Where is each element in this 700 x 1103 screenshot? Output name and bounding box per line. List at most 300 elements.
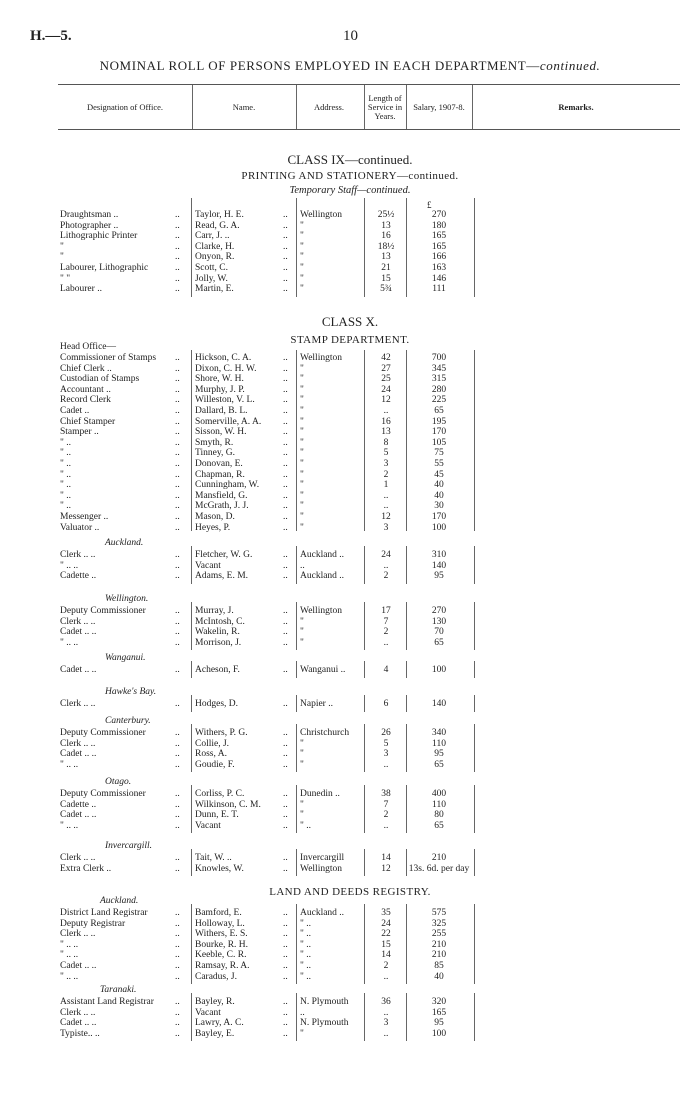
length-cell: 36	[381, 997, 391, 1007]
address-cell: "	[300, 374, 304, 385]
designation-cell: Messenger ..	[60, 512, 109, 522]
designation-cell: Clerk .. ..	[60, 550, 96, 560]
leader-dots: ..	[283, 459, 288, 469]
leader-dots: ..	[283, 939, 288, 950]
table-row	[0, 480, 700, 490]
leader-dots: ..	[175, 606, 180, 616]
column-rule	[191, 904, 192, 984]
name-cell: Holloway, L.	[195, 918, 245, 929]
leader-dots: ..	[283, 810, 288, 821]
column-rule	[364, 661, 365, 678]
name-cell: Collie, J.	[195, 738, 230, 749]
table-row	[0, 638, 700, 648]
table-row	[0, 972, 700, 982]
salary-cell: 65	[434, 820, 444, 831]
address-cell: "	[300, 252, 304, 263]
length-cell: 14	[381, 950, 391, 961]
designation-cell: Clerk .. ..	[60, 1007, 96, 1018]
designation-cell: Typiste.. ..	[60, 1028, 100, 1039]
name-cell: Withers, E. S.	[195, 929, 248, 940]
leader-dots: ..	[283, 863, 288, 874]
length-cell: 3	[383, 522, 389, 533]
salary-cell: 110	[432, 799, 446, 810]
designation-cell: Cadet .. ..	[60, 665, 97, 675]
leader-dots: ..	[175, 384, 180, 395]
designation-cell: Commissioner of Stamps	[60, 353, 157, 363]
address-cell: Auckland ..	[300, 571, 345, 582]
name-cell: Murphy, J. P.	[195, 384, 245, 395]
column-rule	[191, 661, 192, 678]
group-heading: Hawke's Bay.	[105, 687, 157, 697]
table-row	[0, 231, 700, 241]
table-row	[0, 1029, 700, 1039]
length-cell: 38	[381, 789, 391, 799]
leader-dots: ..	[283, 749, 288, 760]
salary-cell: 325	[431, 918, 447, 929]
length-cell: ..	[383, 971, 389, 982]
leader-dots: ..	[283, 241, 288, 252]
address-cell: Auckland ..	[300, 550, 345, 560]
table-row	[0, 749, 700, 759]
table-row	[0, 221, 700, 231]
leader-dots: ..	[283, 1018, 288, 1029]
address-cell: "	[300, 627, 304, 638]
length-cell: ..	[383, 1028, 389, 1039]
leader-dots: ..	[283, 448, 288, 459]
leader-dots: ..	[283, 231, 288, 242]
length-cell: 24	[381, 918, 391, 929]
salary-cell: 163	[431, 263, 447, 273]
designation-cell: Record Clerk	[60, 395, 111, 406]
column-rule	[364, 724, 365, 772]
leader-dots: ..	[283, 997, 288, 1007]
group-heading: Invercargill.	[105, 841, 153, 851]
leader-dots: ..	[175, 210, 180, 220]
address-cell: ..	[300, 1007, 305, 1018]
name-cell: Heyes, P.	[195, 522, 231, 533]
leader-dots: ..	[283, 427, 288, 438]
leader-dots: ..	[283, 820, 288, 831]
length-cell: 24	[381, 550, 391, 560]
leader-dots: ..	[283, 929, 288, 940]
name-cell: Bayley, E.	[195, 1028, 235, 1039]
address-cell: Dunedin ..	[300, 789, 340, 799]
designation-cell: " ..	[60, 490, 72, 501]
address-cell: "	[300, 469, 304, 480]
table-row	[0, 491, 700, 501]
length-cell: ..	[383, 1007, 389, 1018]
address-cell: Napier ..	[300, 699, 333, 709]
leader-dots: ..	[175, 1018, 180, 1029]
address-cell: "	[300, 522, 304, 533]
name-cell: Knowles, W.	[195, 863, 244, 874]
leader-dots: ..	[283, 971, 288, 982]
length-cell: 42	[381, 353, 391, 363]
leader-dots: ..	[175, 571, 180, 582]
table-row	[0, 242, 700, 252]
name-cell: Taylor, H. E.	[195, 210, 244, 220]
leader-dots: ..	[175, 416, 180, 427]
address-cell: "	[300, 459, 304, 469]
length-cell: 16	[381, 231, 391, 242]
salary-cell: 195	[431, 416, 447, 427]
leader-dots: ..	[175, 789, 180, 799]
name-cell: Tait, W. ..	[195, 853, 232, 863]
name-cell: Ross, A.	[195, 749, 227, 760]
leader-dots: ..	[175, 820, 180, 831]
length-cell: 1	[383, 480, 389, 491]
length-cell: 14	[381, 853, 391, 863]
leader-dots: ..	[175, 699, 180, 709]
leader-dots: ..	[175, 374, 180, 385]
length-cell: 2	[383, 810, 389, 821]
leader-dots: ..	[175, 810, 180, 821]
name-cell: Willeston, V. L.	[195, 395, 255, 406]
leader-dots: ..	[283, 501, 288, 512]
designation-cell: Clerk .. ..	[60, 616, 96, 627]
leader-dots: ..	[283, 961, 288, 971]
leader-dots: ..	[283, 627, 288, 638]
section-class-heading: CLASS IX—continued.	[287, 152, 413, 167]
leader-dots: ..	[175, 263, 180, 273]
length-cell: 26	[381, 728, 391, 738]
table-row	[0, 561, 700, 571]
table-row	[0, 427, 700, 437]
column-rule	[296, 198, 297, 297]
table-row	[0, 789, 700, 799]
address-cell: "	[300, 263, 304, 273]
designation-cell: Labourer, Lithographic	[60, 263, 149, 273]
table-row	[0, 627, 700, 637]
salary-cell: 310	[431, 550, 447, 560]
leader-dots: ..	[283, 220, 288, 231]
table-row	[0, 929, 700, 939]
column-rule	[474, 661, 475, 678]
leader-dots: ..	[283, 374, 288, 385]
leader-dots: ..	[283, 416, 288, 427]
leader-dots: ..	[175, 918, 180, 929]
designation-cell: Clerk .. ..	[60, 929, 96, 940]
header-remarks: Remarks.	[558, 101, 594, 112]
address-cell: " ..	[300, 820, 312, 831]
column-rule	[296, 785, 297, 833]
name-cell: Jolly, W.	[195, 273, 228, 284]
column-rule	[406, 695, 407, 712]
salary-cell: 140	[431, 560, 447, 571]
length-cell: 6	[383, 699, 389, 709]
salary-cell: 85	[434, 961, 444, 971]
column-rule	[474, 993, 475, 1041]
group-heading: Auckland.	[105, 538, 144, 548]
salary-cell: 400	[431, 789, 447, 799]
address-cell: " ..	[300, 918, 312, 929]
salary-cell: 315	[431, 374, 447, 385]
length-cell: 4	[383, 665, 389, 675]
length-cell: ..	[383, 406, 389, 416]
leader-dots: ..	[175, 759, 180, 770]
table-row	[0, 210, 700, 220]
salary-cell: 340	[431, 728, 447, 738]
group-heading: Auckland.	[100, 896, 139, 906]
leader-dots: ..	[175, 406, 180, 416]
leader-dots: ..	[175, 220, 180, 231]
salary-cell: 280	[431, 384, 447, 395]
column-rule	[364, 546, 365, 584]
name-cell: Mansfield, G.	[195, 490, 248, 501]
leader-dots: ..	[283, 560, 288, 571]
leader-dots: ..	[283, 728, 288, 738]
designation-cell: Valuator ..	[60, 522, 100, 533]
designation-cell: Clerk .. ..	[60, 699, 96, 709]
length-cell: 16	[381, 416, 391, 427]
header-divider	[296, 85, 297, 129]
table-row	[0, 821, 700, 831]
length-cell: 3	[383, 459, 389, 469]
salary-cell: 210	[431, 950, 447, 961]
length-cell: 17	[381, 606, 391, 616]
table-row	[0, 571, 700, 581]
designation-cell: Deputy Commissioner	[60, 606, 146, 616]
designation-cell: Cadet .. ..	[60, 810, 97, 821]
address-cell: "	[300, 749, 304, 760]
length-cell: 2	[383, 469, 389, 480]
table-row	[0, 853, 700, 863]
table-row	[0, 512, 700, 522]
length-cell: 7	[383, 799, 389, 810]
leader-dots: ..	[175, 241, 180, 252]
name-cell: Carr, J. ..	[195, 231, 230, 242]
table-row	[0, 739, 700, 749]
column-rule	[296, 993, 297, 1041]
address-cell: " ..	[300, 939, 312, 950]
salary-cell: 170	[431, 427, 447, 438]
table-row	[0, 699, 700, 709]
name-cell: Vacant	[195, 560, 221, 571]
length-cell: 22	[381, 929, 391, 940]
leader-dots: ..	[175, 939, 180, 950]
leader-dots: ..	[175, 363, 180, 374]
salary-cell: 146	[431, 273, 447, 284]
address-cell: "	[300, 241, 304, 252]
leader-dots: ..	[283, 1028, 288, 1039]
address-cell: ..	[300, 560, 305, 571]
leader-dots: ..	[175, 395, 180, 406]
leader-dots: ..	[175, 459, 180, 469]
leader-dots: ..	[175, 490, 180, 501]
designation-cell: Chief Stamper	[60, 416, 116, 427]
address-cell: " ..	[300, 961, 312, 971]
leader-dots: ..	[283, 606, 288, 616]
column-rule	[474, 350, 475, 531]
leader-dots: ..	[175, 738, 180, 749]
header-divider	[364, 85, 365, 129]
column-rule	[191, 350, 192, 531]
name-cell: Bayley, R.	[195, 997, 235, 1007]
leader-dots: ..	[283, 918, 288, 929]
salary-cell: 140	[431, 699, 447, 709]
column-rule	[296, 350, 297, 531]
length-cell: 3	[383, 1018, 389, 1029]
designation-cell: Cadet .. ..	[60, 749, 97, 760]
designation-cell: " ..	[60, 459, 72, 469]
length-cell: 3	[383, 749, 389, 760]
leader-dots: ..	[175, 353, 180, 363]
salary-cell: 40	[434, 480, 444, 491]
length-cell: 24	[381, 384, 391, 395]
section-subheading: Temporary Staff—continued.	[289, 185, 411, 196]
column-rule	[406, 724, 407, 772]
group-heading: Head Office—	[60, 342, 117, 352]
header-length: Length of Service in Years.	[367, 92, 403, 121]
column-rule	[406, 198, 407, 297]
header-divider	[472, 85, 473, 129]
length-cell: 5¾	[380, 284, 392, 295]
address-cell: Wellington	[300, 353, 342, 363]
table-row	[0, 760, 700, 770]
column-rule	[296, 602, 297, 650]
column-rule	[191, 724, 192, 772]
address-cell: "	[300, 384, 304, 395]
length-cell: ..	[383, 501, 389, 512]
leader-dots: ..	[175, 665, 180, 675]
name-cell: Read, G. A.	[195, 220, 240, 231]
column-rule	[191, 849, 192, 876]
leader-dots: ..	[175, 627, 180, 638]
designation-cell: Clerk .. ..	[60, 853, 96, 863]
table-row	[0, 950, 700, 960]
name-cell: Clarke, H.	[195, 241, 235, 252]
designation-cell: Cadet ..	[60, 406, 90, 416]
length-cell: 18½	[377, 241, 395, 252]
length-cell: 2	[383, 627, 389, 638]
length-cell: 13	[381, 220, 391, 231]
address-cell: "	[300, 637, 304, 648]
salary-cell: 210	[431, 939, 447, 950]
name-cell: Fletcher, W. G.	[195, 550, 253, 560]
address-cell: "	[300, 284, 304, 295]
leader-dots: ..	[283, 1007, 288, 1018]
length-cell: 5	[383, 738, 389, 749]
leader-dots: ..	[175, 863, 180, 874]
leader-dots: ..	[175, 997, 180, 1007]
name-cell: Dunn, E. T.	[195, 810, 239, 821]
name-cell: Scott, C.	[195, 263, 228, 273]
designation-cell: Cadette ..	[60, 799, 97, 810]
leader-dots: ..	[175, 480, 180, 491]
name-cell: Tinney, G.	[195, 448, 235, 459]
designation-cell: Deputy Commissioner	[60, 728, 146, 738]
leader-dots: ..	[283, 616, 288, 627]
currency-symbol: £	[427, 200, 432, 210]
header-name: Name.	[232, 101, 256, 112]
name-cell: McGrath, J. J.	[195, 501, 249, 512]
designation-cell: Deputy Commissioner	[60, 789, 146, 799]
table-row	[0, 263, 700, 273]
name-cell: Vacant	[195, 820, 221, 831]
leader-dots: ..	[283, 437, 288, 448]
leader-dots: ..	[175, 950, 180, 961]
table-row	[0, 395, 700, 405]
salary-cell: 30	[434, 501, 444, 512]
column-rule	[296, 695, 297, 712]
address-cell: Wanganui ..	[300, 665, 346, 675]
salary-cell: 575	[431, 908, 447, 918]
designation-cell: " ..	[60, 437, 72, 448]
name-cell: Smyth, R.	[195, 437, 234, 448]
salary-cell: 700	[431, 353, 447, 363]
leader-dots: ..	[175, 448, 180, 459]
leader-dots: ..	[175, 637, 180, 648]
salary-cell: 320	[431, 997, 447, 1007]
leader-dots: ..	[283, 284, 288, 295]
address-cell: N. Plymouth	[300, 1018, 349, 1029]
length-cell: 12	[381, 512, 391, 522]
salary-cell: 165	[431, 231, 447, 242]
page-reference: H.—5.	[30, 28, 72, 44]
header-divider	[406, 85, 407, 129]
table-row	[0, 550, 700, 560]
table-row	[0, 961, 700, 971]
table-row	[0, 448, 700, 458]
leader-dots: ..	[175, 749, 180, 760]
address-cell: "	[300, 406, 304, 416]
address-cell: "	[300, 1028, 304, 1039]
salary-cell: 80	[434, 810, 444, 821]
page-title: NOMINAL ROLL OF PERSONS EMPLOYED IN EACH DEPARTMENT—continued.	[99, 58, 601, 73]
table-row	[0, 353, 700, 363]
table-row	[0, 997, 700, 1007]
leader-dots: ..	[283, 738, 288, 749]
designation-cell: Custodian of Stamps	[60, 374, 140, 385]
leader-dots: ..	[283, 950, 288, 961]
address-cell: "	[300, 738, 304, 749]
table-row	[0, 417, 700, 427]
column-rule	[364, 695, 365, 712]
salary-cell: 40	[434, 971, 444, 982]
length-cell: 12	[381, 395, 391, 406]
leader-dots: ..	[283, 395, 288, 406]
designation-cell: Photographer ..	[60, 220, 119, 231]
address-cell: "	[300, 273, 304, 284]
designation-cell: Chief Clerk ..	[60, 363, 112, 374]
column-rule	[191, 602, 192, 650]
table-row	[0, 617, 700, 627]
leader-dots: ..	[175, 929, 180, 940]
address-cell: "	[300, 810, 304, 821]
designation-cell: Lithographic Printer	[60, 231, 138, 242]
leader-dots: ..	[283, 571, 288, 582]
designation-cell: Cadet .. ..	[60, 961, 97, 971]
column-rule	[474, 785, 475, 833]
salary-cell: 170	[431, 512, 447, 522]
designation-cell: " .. ..	[60, 637, 79, 648]
leader-dots: ..	[283, 637, 288, 648]
table-row	[0, 385, 700, 395]
column-rule	[474, 904, 475, 984]
designation-cell: "	[60, 241, 64, 252]
leader-dots: ..	[175, 284, 180, 295]
column-rule	[406, 993, 407, 1041]
address-cell: Wellington	[300, 210, 342, 220]
designation-cell: " .. ..	[60, 820, 79, 831]
length-cell: 15	[381, 273, 391, 284]
leader-dots: ..	[175, 1007, 180, 1018]
column-rule	[406, 602, 407, 650]
length-cell: 13	[381, 252, 391, 263]
salary-cell: 55	[434, 459, 444, 469]
name-cell: Somerville, A. A.	[195, 416, 262, 427]
section-department-heading: STAMP DEPARTMENT.	[290, 334, 410, 346]
